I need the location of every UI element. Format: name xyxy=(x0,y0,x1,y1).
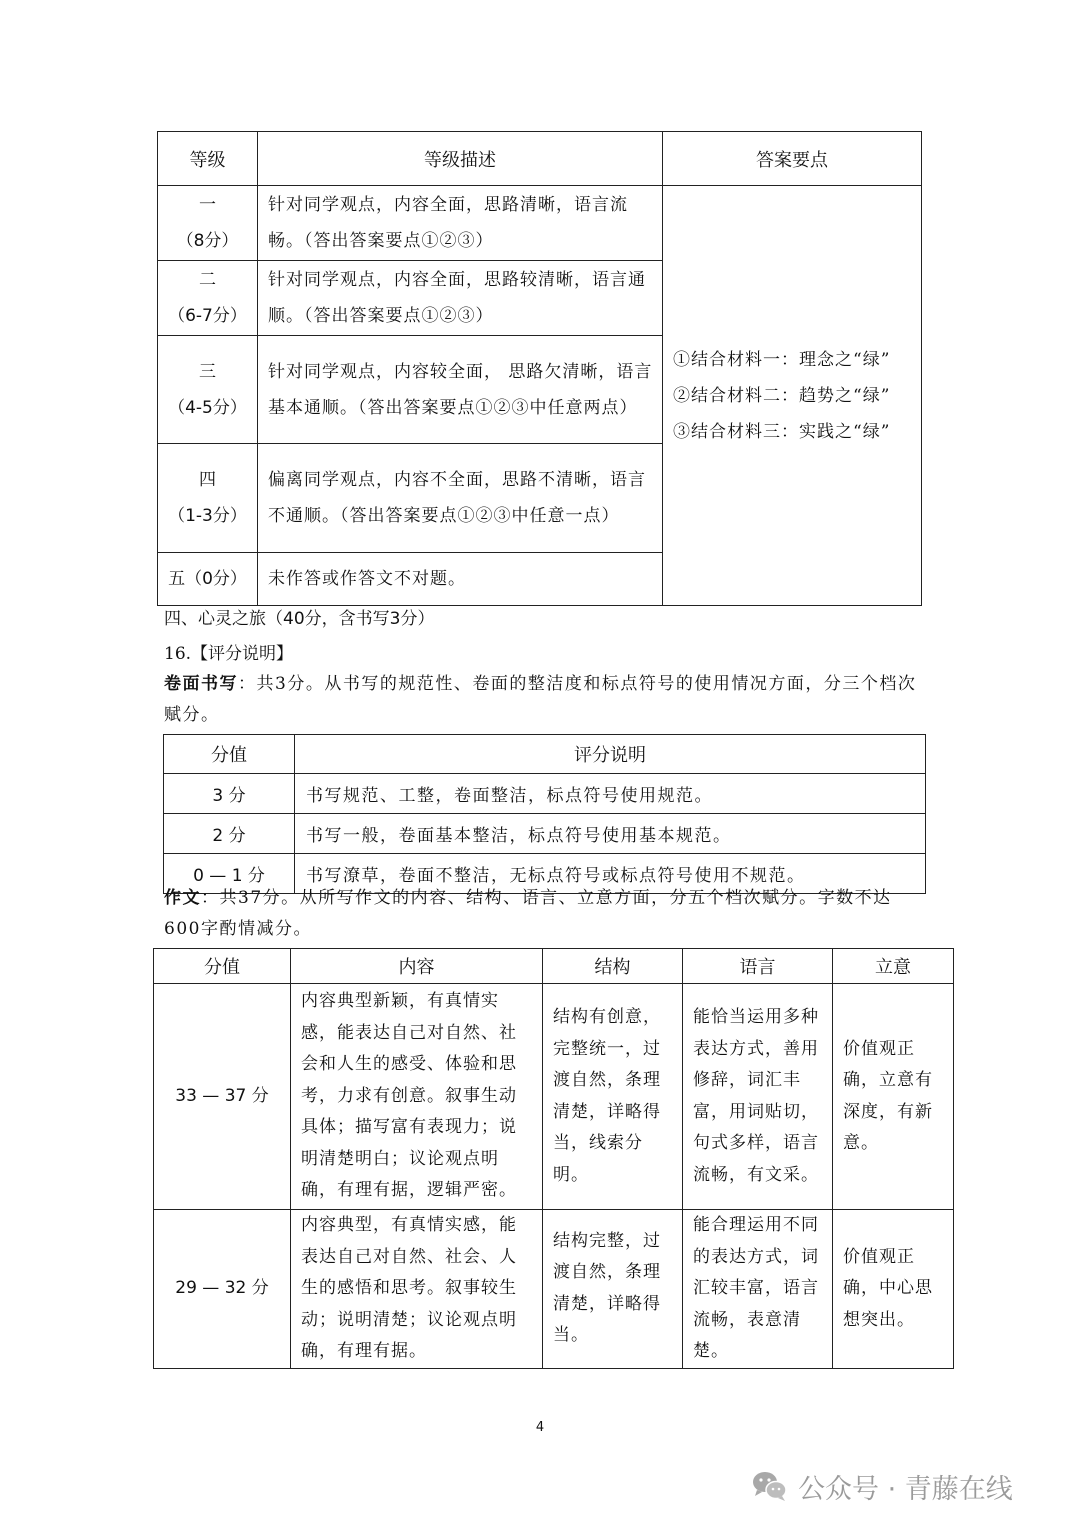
structure-cell: 结构有创意，完整统一，过渡自然，条理清楚，详略得当，线索分明。 xyxy=(543,984,683,1210)
section-title: 四、心灵之旅（40分，含书写3分） xyxy=(164,609,435,629)
essay-score-table xyxy=(153,948,954,1369)
question-label: 【评分说明】 xyxy=(191,644,294,664)
grade-description: 针对同学观点，内容较全面， 思路欠清晰，语言基本通顺。（答出答案要点①②③中任意两点） xyxy=(258,336,663,444)
score-cell: 29 — 32 分 xyxy=(154,1210,291,1369)
header-answer-points: 答案要点 xyxy=(663,132,922,186)
header-content: 内容 xyxy=(291,949,543,984)
answer-points-cell xyxy=(663,186,922,606)
handwriting-score-table xyxy=(163,734,926,894)
table-row xyxy=(158,186,922,261)
grade-description: 针对同学观点，内容全面，思路较清晰，语言通顺。（答出答案要点①②③） xyxy=(258,261,663,336)
header-description: 评分说明 xyxy=(295,735,926,774)
wechat-icon xyxy=(752,1470,788,1502)
watermark xyxy=(752,1466,1013,1506)
answer-point: ①结合材料一：理念之“绿” xyxy=(673,349,891,370)
content-cell: 内容典型新颖，有真情实感，能表达自己对自然、社会和人生的感受、体验和思考，力求有创意。叙事生动具体；描写富有表现力；说明清楚明白；议论观点明确，有理有据，逻辑严密。 xyxy=(291,984,543,1210)
table-header-row xyxy=(164,735,926,774)
grading-table-1 xyxy=(157,131,922,606)
score-cell: 33 — 37 分 xyxy=(154,984,291,1210)
grade-cell: 五（0分） xyxy=(158,553,258,606)
description-cell: 书写潦草，卷面不整洁，无标点符号或标点符号使用不规范。 xyxy=(295,854,926,894)
description-cell: 书写一般，卷面基本整洁，标点符号使用基本规范。 xyxy=(295,814,926,854)
grade-cell: 三 （4-5分） xyxy=(158,336,258,444)
page-number: 4 xyxy=(535,1420,545,1435)
question-number: 16. xyxy=(164,644,192,664)
essay-paragraph xyxy=(164,883,924,945)
content-cell: 内容典型，有真情实感，能表达自己对自然、社会、人生的感悟和思考。叙事较生动；说明清楚；议论观点明确，有理有据。 xyxy=(291,1210,543,1369)
handwriting-label: 卷面书写 xyxy=(164,674,238,694)
grade-description: 偏离同学观点，内容不全面，思路不清晰，语言不通顺。（答出答案要点①②③中任意一点） xyxy=(258,444,663,553)
essay-text: ：共37分。从所写作文的内容、结构、语言、立意方面，分五个档次赋分。字数不达600字酌情减分。 xyxy=(164,888,892,939)
header-structure: 结构 xyxy=(543,949,683,984)
theme-cell: 价值观正确，立意有深度，有新意。 xyxy=(833,984,954,1210)
grade-cell: 四 （1-3分） xyxy=(158,444,258,553)
language-cell: 能恰当运用多种表达方式，善用修辞，词汇丰富，用词贴切，句式多样，语言流畅，有文采。 xyxy=(683,984,833,1210)
answer-point: ②结合材料二：趋势之“绿” xyxy=(673,385,891,406)
score-cell: 0 — 1 分 xyxy=(164,854,295,894)
watermark-text: 公众号 · 青藤在线 xyxy=(798,1473,1013,1505)
handwriting-paragraph xyxy=(164,669,924,731)
handwriting-text: ：共3分。从书写的规范性、卷面的整洁度和标点符号的使用情况方面，分三个档次赋分。 xyxy=(164,674,917,725)
table-row xyxy=(164,774,926,814)
grade-description: 未作答或作答文不对题。 xyxy=(258,553,663,606)
header-score: 分值 xyxy=(154,949,291,984)
structure-cell: 结构完整，过渡自然，条理清楚，详略得当。 xyxy=(543,1210,683,1369)
header-score: 分值 xyxy=(164,735,295,774)
essay-label: 作文 xyxy=(164,888,201,908)
grade-description: 针对同学观点，内容全面，思路清晰，语言流畅。（答出答案要点①②③） xyxy=(258,186,663,261)
grade-cell: 二 （6-7分） xyxy=(158,261,258,336)
score-cell: 3 分 xyxy=(164,774,295,814)
description-cell: 书写规范、工整，卷面整洁，标点符号使用规范。 xyxy=(295,774,926,814)
header-grade: 等级 xyxy=(158,132,258,186)
table-header-row xyxy=(158,132,922,186)
table-row xyxy=(164,814,926,854)
grade-cell: 一 （8分） xyxy=(158,186,258,261)
header-description: 等级描述 xyxy=(258,132,663,186)
header-language: 语言 xyxy=(683,949,833,984)
question-heading xyxy=(164,643,293,665)
answer-point: ③结合材料三：实践之“绿” xyxy=(673,421,891,442)
table-header-row xyxy=(154,949,954,984)
table-row xyxy=(154,984,954,1210)
score-cell: 2 分 xyxy=(164,814,295,854)
language-cell: 能合理运用不同的表达方式，词汇较丰富，语言流畅，表意清楚。 xyxy=(683,1210,833,1369)
table-row xyxy=(154,1210,954,1369)
header-theme: 立意 xyxy=(833,949,954,984)
theme-cell: 价值观正确，中心思想突出。 xyxy=(833,1210,954,1369)
